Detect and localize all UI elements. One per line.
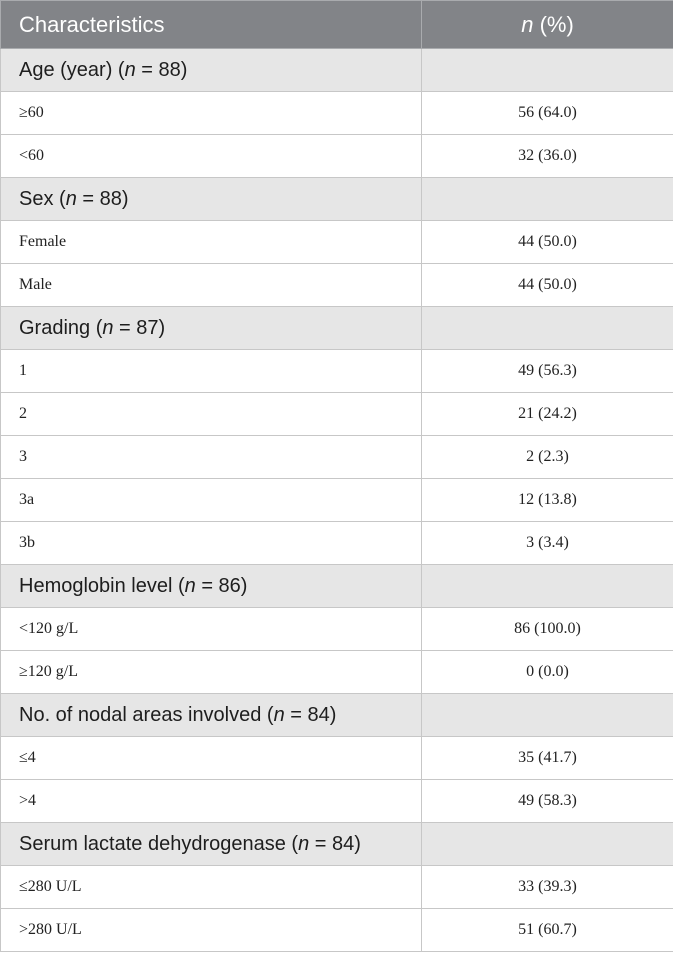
section-label-cell: Age (year) (n = 88): [1, 49, 422, 92]
section-label-cell: Serum lactate dehydrogenase (n = 84): [1, 823, 422, 866]
section-n-italic: n: [298, 832, 310, 855]
table-row: [1, 393, 673, 436]
row-label: >280 U/L: [1, 909, 422, 952]
header-n-percent: [422, 1, 673, 49]
table-row: [1, 780, 673, 823]
row-value: 12 (13.8): [422, 479, 673, 522]
row-value: 3 (3.4): [422, 522, 673, 565]
header-row: [1, 1, 673, 49]
section-header-row: [1, 823, 673, 866]
row-label: ≥60: [1, 92, 422, 135]
section-header-row: [1, 565, 673, 608]
row-value: 86 (100.0): [422, 608, 673, 651]
section-label: Sex: [19, 187, 54, 210]
section-label: No. of nodal areas involved: [19, 703, 262, 726]
section-n-value: = 84): [284, 703, 337, 726]
table-row: [1, 522, 673, 565]
row-value: 49 (58.3): [422, 780, 673, 823]
section-label-cell: Hemoglobin level (n = 86): [1, 565, 422, 608]
table-row: [1, 737, 673, 780]
section-empty-cell: [422, 565, 673, 608]
table-row: [1, 221, 673, 264]
section-n-value: = 86): [195, 574, 248, 597]
row-value: 32 (36.0): [422, 135, 673, 178]
section-empty-cell: [422, 823, 673, 866]
section-header-row: [1, 307, 673, 350]
section-header-row: [1, 178, 673, 221]
section-n-value: = 87): [113, 316, 166, 339]
section-n-italic: n: [273, 703, 285, 726]
section-label-cell: No. of nodal areas involved (n = 84): [1, 694, 422, 737]
table-row: [1, 436, 673, 479]
row-value: 44 (50.0): [422, 264, 673, 307]
table-row: [1, 651, 673, 694]
section-empty-cell: [422, 694, 673, 737]
header-n-italic: n: [521, 11, 534, 37]
row-label: Male: [1, 264, 422, 307]
section-n-value: = 88): [76, 187, 129, 210]
table-row: [1, 135, 673, 178]
table-row: [1, 92, 673, 135]
row-label: 2: [1, 393, 422, 436]
header-n-rest: (%): [533, 11, 574, 37]
row-value: 33 (39.3): [422, 866, 673, 909]
section-empty-cell: [422, 307, 673, 350]
row-value: 35 (41.7): [422, 737, 673, 780]
row-label: Female: [1, 221, 422, 264]
table-body: [1, 49, 673, 952]
row-label: ≤4: [1, 737, 422, 780]
section-header-row: [1, 694, 673, 737]
section-label: Hemoglobin level: [19, 574, 173, 597]
section-label-cell: Grading (n = 87): [1, 307, 422, 350]
row-value: 49 (56.3): [422, 350, 673, 393]
row-label: ≤280 U/L: [1, 866, 422, 909]
row-label: ≥120 g/L: [1, 651, 422, 694]
section-label: Age (year): [19, 58, 113, 81]
section-n-value: = 84): [309, 832, 361, 855]
row-label: 1: [1, 350, 422, 393]
row-value: 21 (24.2): [422, 393, 673, 436]
table-row: [1, 264, 673, 307]
row-label: 3: [1, 436, 422, 479]
row-label: <60: [1, 135, 422, 178]
table-row: [1, 350, 673, 393]
row-value: 2 (2.3): [422, 436, 673, 479]
row-value: 0 (0.0): [422, 651, 673, 694]
row-value: 51 (60.7): [422, 909, 673, 952]
table-row: [1, 909, 673, 952]
section-label: Serum lactate dehydrogenase: [19, 832, 286, 855]
row-label: <120 g/L: [1, 608, 422, 651]
section-n-value: = 88): [135, 58, 188, 81]
table-row: [1, 866, 673, 909]
section-empty-cell: [422, 178, 673, 221]
header-characteristics: Characteristics: [1, 1, 422, 49]
row-label: 3b: [1, 522, 422, 565]
row-label: >4: [1, 780, 422, 823]
section-n-italic: n: [65, 187, 77, 210]
table-row: [1, 608, 673, 651]
row-value: 56 (64.0): [422, 92, 673, 135]
section-header-row: [1, 49, 673, 92]
section-n-italic: n: [124, 58, 136, 81]
row-value: 44 (50.0): [422, 221, 673, 264]
section-label: Grading: [19, 316, 91, 339]
section-n-italic: n: [102, 316, 114, 339]
section-label-cell: Sex (n = 88): [1, 178, 422, 221]
section-n-italic: n: [184, 574, 196, 597]
section-empty-cell: [422, 49, 673, 92]
row-label: 3a: [1, 479, 422, 522]
table-row: [1, 479, 673, 522]
